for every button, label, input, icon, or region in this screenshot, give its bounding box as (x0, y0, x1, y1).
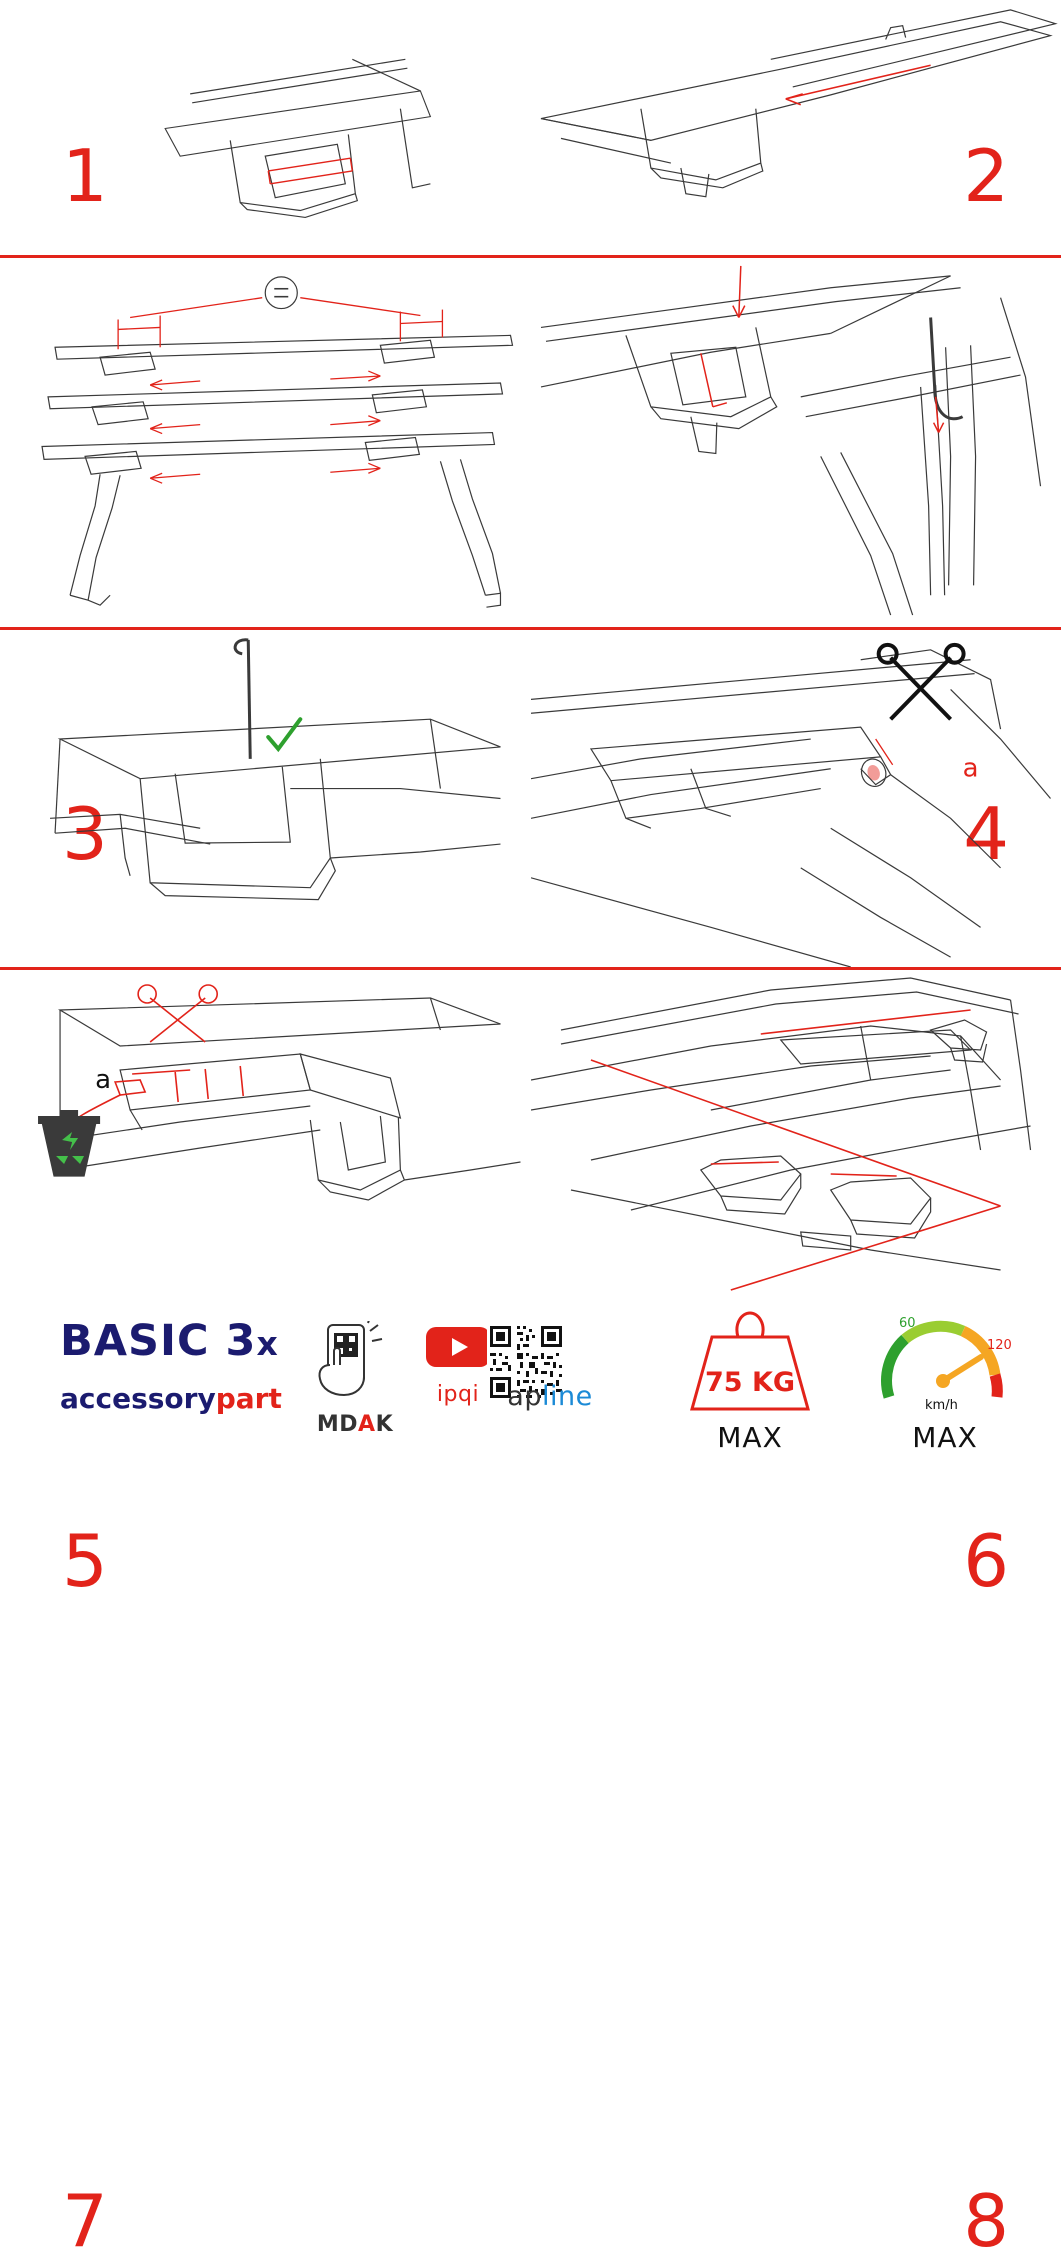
brand-block (60, 1320, 290, 1413)
step-6-panel (531, 630, 1061, 967)
speed-max-label: MAX (855, 1421, 1035, 1454)
scissors-icon (878, 645, 963, 719)
brand-name (60, 1385, 290, 1413)
step-7-illustration (0, 970, 531, 1292)
weight-icon (660, 1305, 840, 1417)
step-6-illustration (531, 630, 1061, 967)
recycle-bin-icon (38, 1110, 100, 1176)
step-row-2 (0, 258, 1061, 630)
label-a-step6: a (962, 754, 978, 784)
step-row-1 (0, 0, 1061, 258)
speedometer-icon (855, 1305, 1035, 1417)
apline-left: ap (507, 1381, 542, 1412)
step-row-4 (0, 970, 1061, 1292)
mdak-right: K (376, 1412, 394, 1437)
step-8-illustration (531, 970, 1061, 1292)
weight-limit-block (660, 1305, 840, 1454)
step-row-3 (0, 630, 1061, 970)
mdak-left: MD (317, 1412, 358, 1437)
brand-name-first: accessory (60, 1382, 216, 1415)
step-2-panel (531, 0, 1061, 255)
logo-mdak-caption (300, 1412, 410, 1437)
mdak-accent: A (358, 1412, 376, 1437)
step-number-5: 5 (62, 1525, 108, 1597)
svg-text:km/h: km/h (925, 1398, 958, 1413)
svg-text:120: 120 (987, 1338, 1012, 1353)
svg-text:60: 60 (899, 1316, 916, 1331)
step-5-illustration (0, 630, 531, 967)
logo-apline-caption (480, 1381, 620, 1412)
label-a-step7: a (95, 1065, 111, 1095)
step-5-panel (0, 630, 531, 967)
step-8-panel (531, 970, 1061, 1292)
step-number-4: 4 (963, 798, 1009, 870)
product-model-suffix: x (256, 1324, 278, 1363)
hand-phone-qr-icon (310, 1321, 400, 1399)
step-3-panel (0, 258, 531, 627)
step-4-panel (531, 258, 1061, 627)
step-number-1: 1 (62, 140, 108, 212)
step-4-illustration (531, 258, 1061, 627)
weight-max-label: MAX (660, 1421, 840, 1454)
logo-mdak (300, 1321, 410, 1437)
step-number-7: 7 (62, 2185, 108, 2257)
logo-apline (480, 1321, 620, 1412)
step-3-illustration (0, 258, 531, 627)
apline-accent: line (542, 1381, 593, 1412)
product-model-text: BASIC 3 (60, 1316, 256, 1366)
step-number-2: 2 (963, 140, 1009, 212)
logo-ipqi-caption: ipqi (398, 1382, 518, 1407)
step-number-6: 6 (963, 1525, 1009, 1597)
step-number-3: 3 (62, 798, 108, 870)
footer (0, 1295, 1061, 1500)
product-model (60, 1320, 290, 1363)
step-number-8: 8 (963, 2185, 1009, 2257)
brand-name-second: part (216, 1382, 282, 1415)
step-7-panel (0, 970, 531, 1292)
speed-limit-block (855, 1305, 1035, 1454)
step-1-panel (0, 0, 531, 255)
weight-value: 75 KG (660, 1367, 840, 1398)
